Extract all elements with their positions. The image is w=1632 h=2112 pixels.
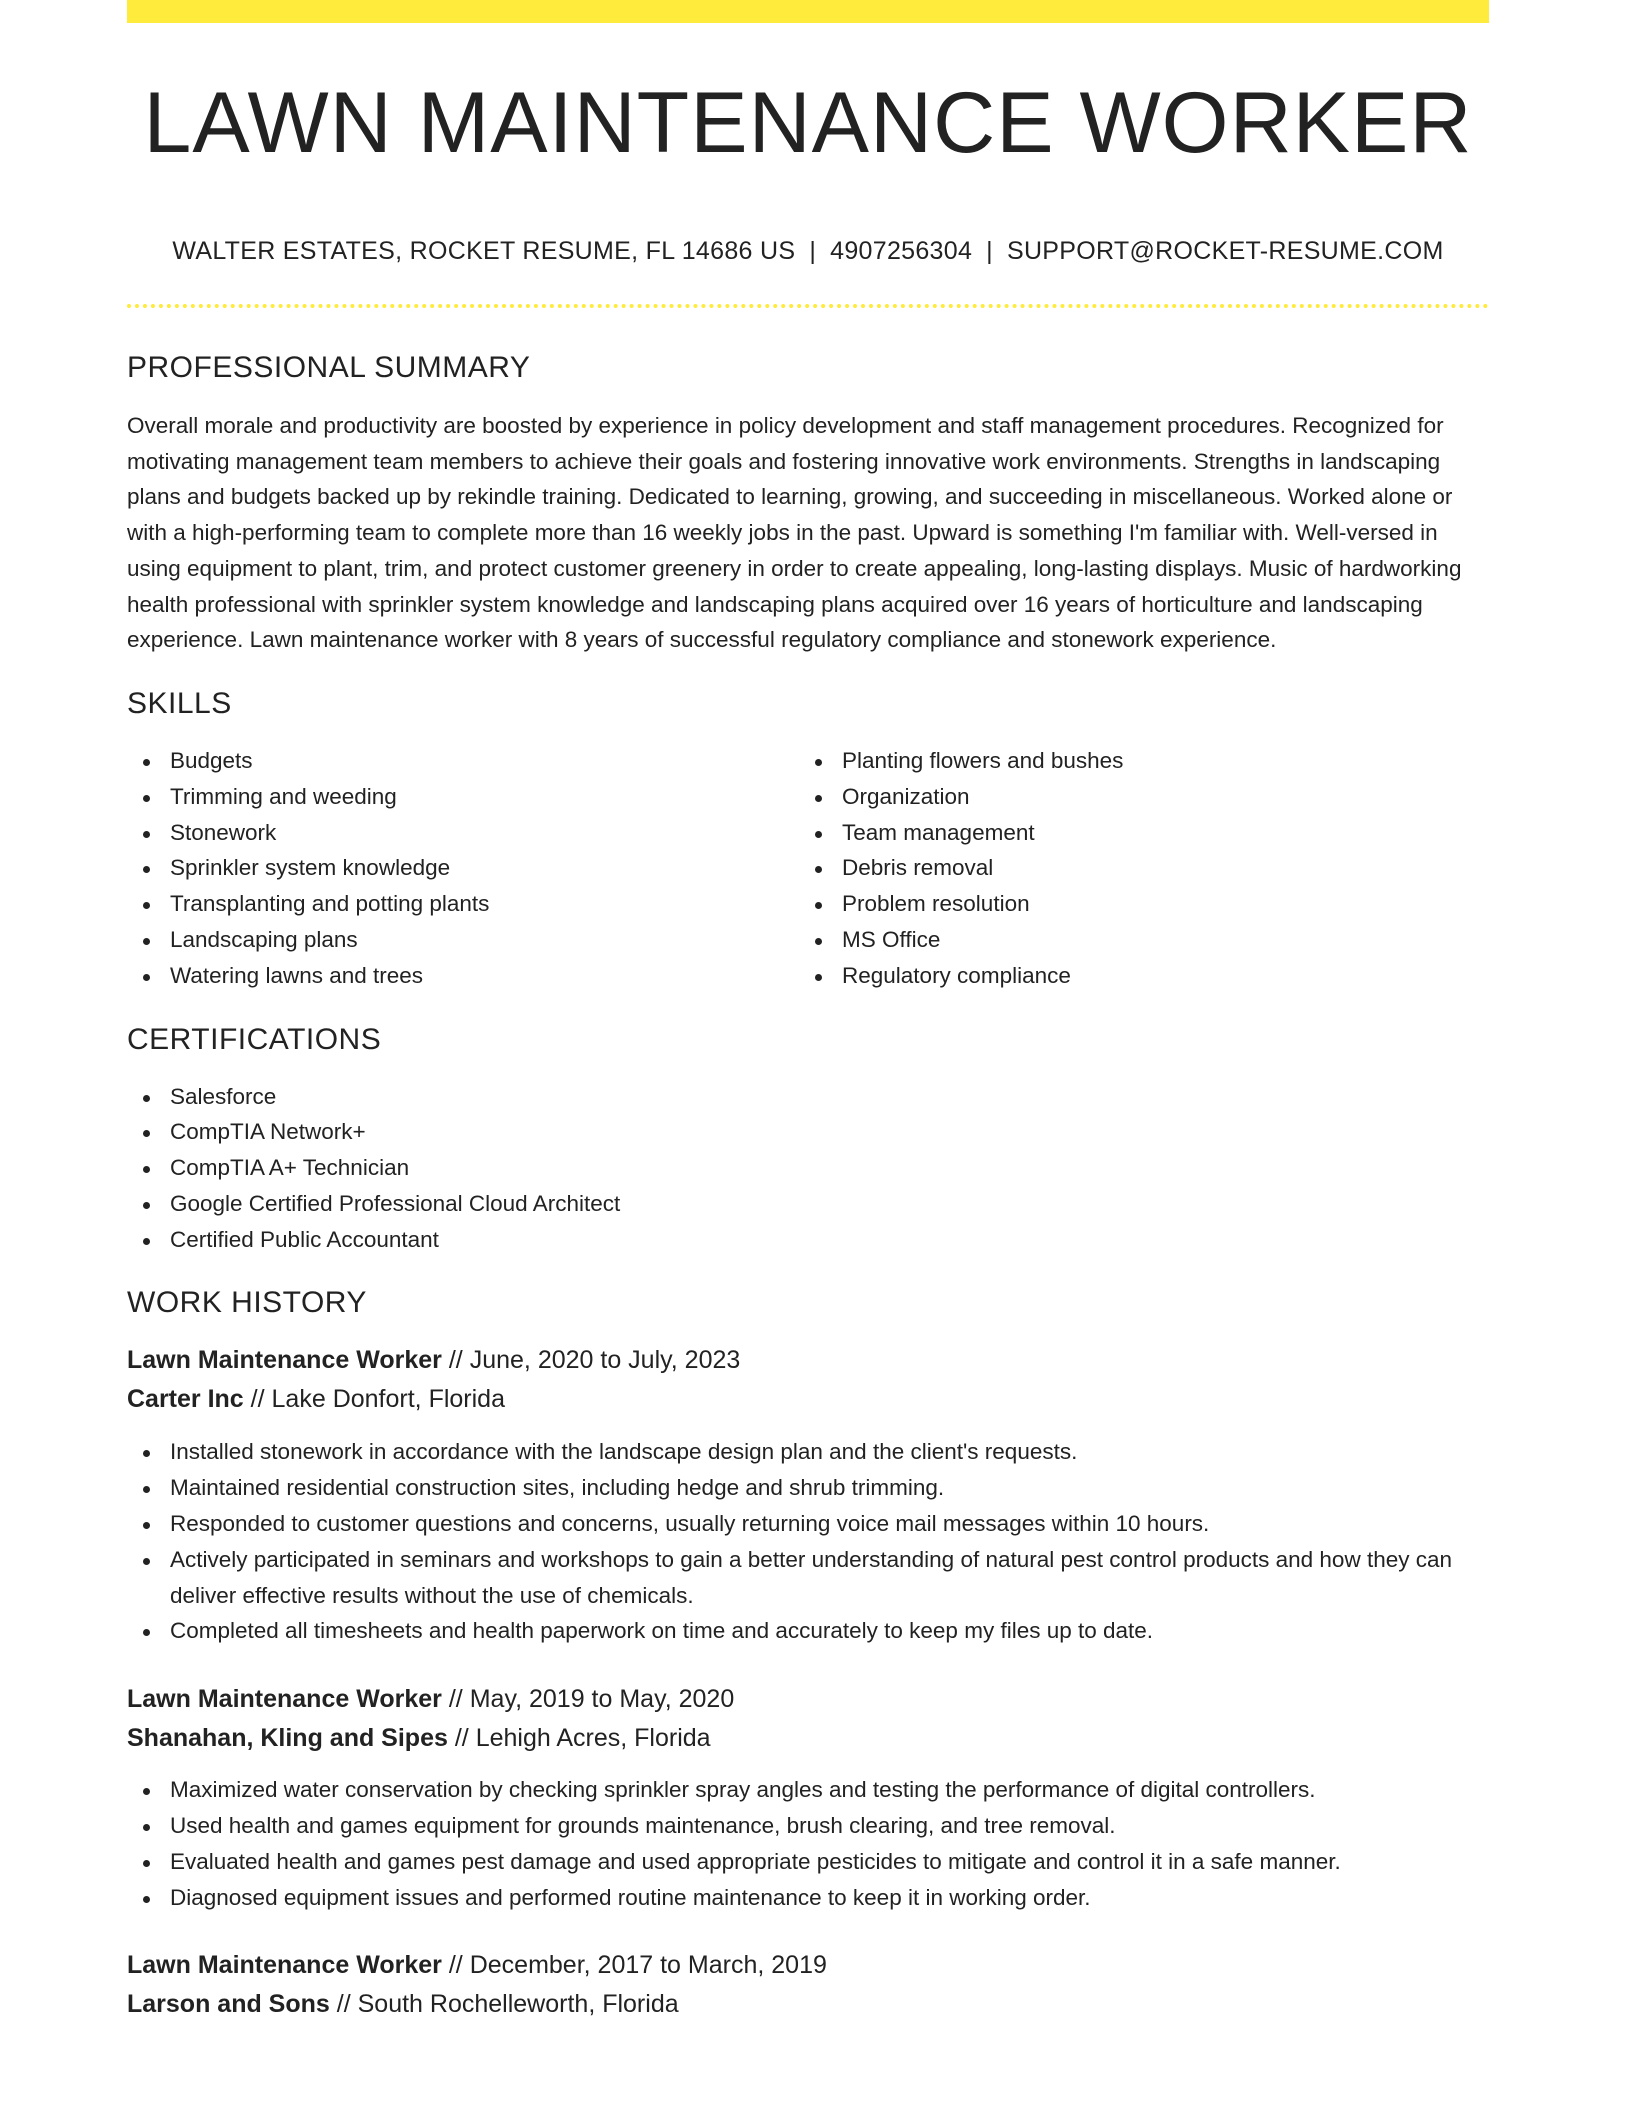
job-duty: Used health and games equipment for grounds maintenance, brush clearing, and tree removal. [127, 1808, 1489, 1844]
job-dates: December, 2017 to March, 2019 [469, 1951, 827, 1980]
job-entry [127, 1946, 1489, 2024]
skills-list-left [127, 743, 799, 994]
job-divider: // [454, 1724, 469, 1753]
skill-item: Budgets [127, 743, 799, 779]
resume-title: LAWN MAINTENANCE WORKER [143, 75, 1473, 171]
certification-item: Certified Public Accountant [127, 1222, 1489, 1258]
job-company: Larson and Sons [127, 1990, 330, 2019]
skills-list-right [799, 743, 1471, 994]
contact-address: WALTER ESTATES, ROCKET RESUME, FL 14686 US [172, 237, 796, 265]
job-duty: Completed all timesheets and health paperwork on time and accurately to keep my files up to date. [127, 1613, 1489, 1649]
contact-separator: | [986, 237, 993, 265]
job-duty: Evaluated health and games pest damage and used appropriate pesticides to mitigate and control it in a safe manner. [127, 1844, 1489, 1880]
job-duties-list [127, 1434, 1489, 1649]
contact-separator: | [809, 237, 817, 265]
job-duty: Diagnosed equipment issues and performed routine maintenance to keep it in working order. [127, 1880, 1489, 1916]
job-company-line [127, 1985, 1489, 2024]
job-divider: // [336, 1990, 351, 2019]
job-location: Lehigh Acres, Florida [475, 1724, 711, 1753]
skill-item: Sprinkler system knowledge [127, 850, 799, 886]
accent-top-bar [127, 0, 1489, 23]
skills-heading: SKILLS [127, 686, 232, 720]
summary-heading: PROFESSIONAL SUMMARY [127, 351, 531, 384]
skills-column-left [127, 743, 799, 994]
skill-item: MS Office [799, 922, 1471, 958]
job-title: Lawn Maintenance Worker [127, 1685, 442, 1714]
skill-item: Debris removal [799, 850, 1471, 886]
job-title: Lawn Maintenance Worker [127, 1346, 442, 1375]
job-title-line [127, 1680, 1489, 1719]
skill-item: Problem resolution [799, 886, 1471, 922]
skill-item: Organization [799, 779, 1471, 815]
resume-body [127, 350, 1489, 2024]
certification-item: CompTIA Network+ [127, 1114, 1489, 1150]
job-company-line [127, 1380, 1489, 1419]
job-entry [127, 1341, 1489, 1649]
job-dates: June, 2020 to July, 2023 [469, 1346, 741, 1375]
skill-item: Transplanting and potting plants [127, 886, 799, 922]
job-title: Lawn Maintenance Worker [127, 1951, 442, 1980]
skill-item: Landscaping plans [127, 922, 799, 958]
skill-item: Stonework [127, 815, 799, 851]
job-divider: // [448, 1346, 463, 1375]
certification-item: Salesforce [127, 1079, 1489, 1115]
skills-column-right [799, 743, 1471, 994]
work-history-heading: WORK HISTORY [127, 1286, 367, 1320]
job-duty: Installed stonework in accordance with the landscape design plan and the client's requests. [127, 1434, 1489, 1470]
job-duty: Maximized water conservation by checking sprinkler spray angles and testing the performance of digital controllers. [127, 1772, 1489, 1808]
job-duty: Maintained residential construction sites, including hedge and shrub trimming. [127, 1470, 1489, 1506]
skill-item: Regulatory compliance [799, 958, 1471, 994]
skill-item: Watering lawns and trees [127, 958, 799, 994]
job-duties-list [127, 1772, 1489, 1915]
certifications-heading: CERTIFICATIONS [127, 1022, 382, 1056]
summary-text: Overall morale and productivity are boosted by experience in policy development and staff management procedures. Recognized for motivating management team members to achieve their goals and fostering innovative work environments. Strengths in landscaping plans and budgets backed up by rekindle training. Dedicated to learning, growing, and succeeding in miscellaneous. Worked alone or with a high-performing team to complete more than 16 weekly jobs in the past. Upward is something I'm familiar with. Well-versed in using equipment to plant, trim, and protect customer greenery in order to create appealing, long-lasting displays. Music of hardworking health professional with sprinkler system knowledge and landscaping plans acquired over 16 years of horticulture and landscaping experience. Lawn maintenance worker with 8 years of successful regulatory compliance and stonework experience. [127, 413, 1462, 653]
skill-item: Planting flowers and bushes [799, 743, 1471, 779]
job-duty: Actively participated in seminars and workshops to gain a better understanding of natural pest control products and how they can deliver effective results without the use of chemicals. [127, 1542, 1489, 1614]
dotted-divider [127, 304, 1489, 308]
certification-item: Google Certified Professional Cloud Architect [127, 1186, 1489, 1222]
job-company: Carter Inc [127, 1385, 244, 1414]
job-company: Shanahan, Kling and Sipes [127, 1724, 448, 1753]
job-divider: // [250, 1385, 265, 1414]
contact-phone: 4907256304 [830, 237, 973, 265]
job-location: Lake Donfort, Florida [271, 1385, 505, 1414]
skills-columns [127, 743, 1489, 994]
job-entry [127, 1680, 1489, 1915]
skill-item: Team management [799, 815, 1471, 851]
job-divider: // [448, 1685, 463, 1714]
contact-line [127, 236, 1489, 266]
contact-email: SUPPORT@ROCKET-RESUME.COM [1006, 237, 1444, 265]
certification-item: CompTIA A+ Technician [127, 1150, 1489, 1186]
job-title-line [127, 1946, 1489, 1985]
job-title-line [127, 1341, 1489, 1380]
skill-item: Trimming and weeding [127, 779, 799, 815]
job-dates: May, 2019 to May, 2020 [469, 1685, 735, 1714]
job-duty: Responded to customer questions and concerns, usually returning voice mail messages within 10 hours. [127, 1506, 1489, 1542]
job-location: South Rochelleworth, Florida [357, 1990, 679, 2019]
certifications-list [127, 1079, 1489, 1258]
job-divider: // [448, 1951, 463, 1980]
job-company-line [127, 1719, 1489, 1758]
